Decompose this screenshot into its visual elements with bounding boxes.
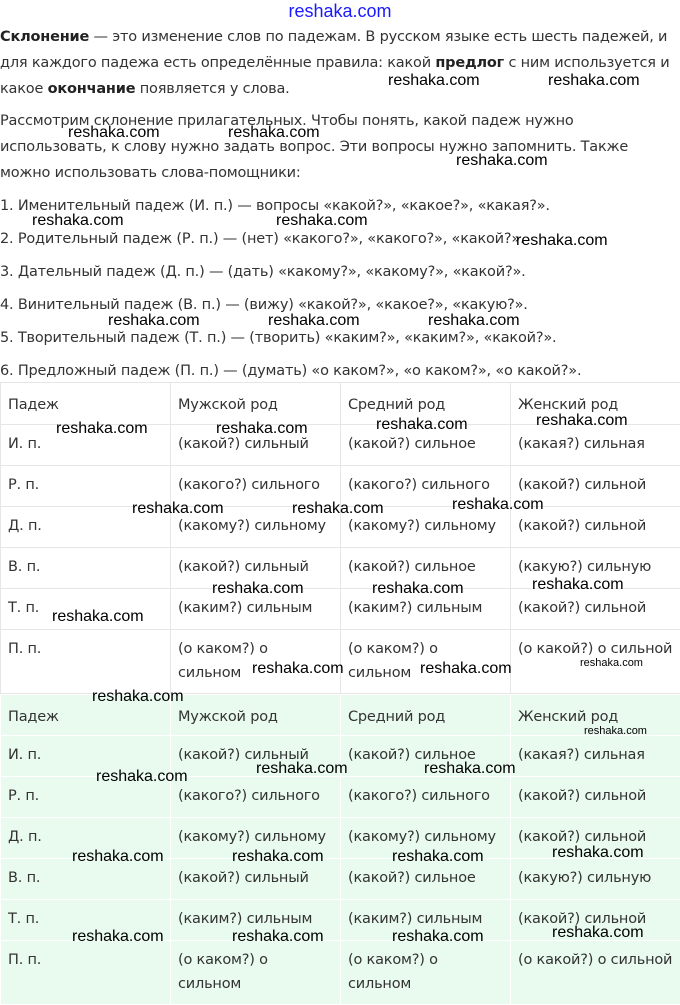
watermark: reshaka.com xyxy=(268,312,360,330)
intro-paragraph xyxy=(0,24,678,102)
watermark: reshaka.com xyxy=(72,848,164,866)
table-cell: (какого?) сильного xyxy=(341,777,511,818)
watermark: reshaka.com xyxy=(532,576,624,594)
watermark: reshaka.com xyxy=(424,760,516,778)
table-cell: (каким?) сильным xyxy=(341,589,511,630)
table-row xyxy=(1,941,680,1005)
table-cell: (какую?) сильную xyxy=(511,548,680,589)
watermark: reshaka.com xyxy=(108,312,200,330)
explanation-paragraph: Рассмотрим склонение прилагательных. Чтобы понять, какой падеж нужно использовать, к слову нужно задать вопрос. Эти вопросы нужно запомнить. Также можно использовать слова-помощники: xyxy=(0,108,678,186)
watermark: reshaka.com xyxy=(212,580,304,598)
watermark: reshaka.com xyxy=(32,212,124,230)
watermark: reshaka.com xyxy=(52,608,144,626)
watermark: reshaka.com xyxy=(516,232,608,250)
table-cell: (о каком?) о сильном xyxy=(171,630,341,694)
table-cell: (какому?) сильному xyxy=(341,507,511,548)
watermark: reshaka.com xyxy=(228,124,320,142)
table-cell: (каким?) сильным xyxy=(171,900,341,941)
intro-text-a: — это изменение слов по падежам. В русском языке есть шесть падежей, и для каждого падежа есть определённые правила: какой xyxy=(0,29,667,71)
site-header[interactable]: reshaka.com xyxy=(0,0,680,22)
table-cell: (какого?) сильного xyxy=(171,777,341,818)
table-cell: (о какой?) о сильной xyxy=(511,941,680,1005)
table-cell: (какой?) сильное xyxy=(341,548,511,589)
case-cell: Т. п. xyxy=(1,900,171,941)
watermark: reshaka.com xyxy=(552,844,644,862)
watermark: reshaka.com xyxy=(232,848,324,866)
keyword-preposition: предлог xyxy=(435,55,504,71)
table-cell: (какой?) сильное xyxy=(341,736,511,777)
table-cell: (о каком?) о сильном xyxy=(171,941,341,1005)
watermark: reshaka.com xyxy=(428,312,520,330)
case-list-item: 6. Предложный падеж (П. п.) — (думать) «о каком?», «о каком?», «о какой?». xyxy=(0,360,678,382)
table-cell: (каким?) сильным xyxy=(171,589,341,630)
table-cell: (какой?) сильное xyxy=(341,425,511,466)
case-cell: В. п. xyxy=(1,548,171,589)
table-cell: (какой?) сильной xyxy=(511,507,680,548)
table-cell: (какой?) сильной xyxy=(511,589,680,630)
watermark: reshaka.com xyxy=(584,725,647,737)
table-cell: (о какой?) о сильной xyxy=(511,630,680,694)
watermark: reshaka.com xyxy=(276,212,368,230)
watermark: reshaka.com xyxy=(252,660,344,678)
table-cell: (какой?) сильный xyxy=(171,548,341,589)
table-cell: (какому?) сильному xyxy=(171,818,341,859)
term-bold: Склонение xyxy=(0,29,89,45)
table-cell: (о каком?) о сильном xyxy=(341,941,511,1005)
table-cell: (какая?) сильная xyxy=(511,425,680,466)
watermark: reshaka.com xyxy=(388,72,480,90)
watermark: reshaka.com xyxy=(456,152,548,170)
table-cell: (какой?) сильный xyxy=(171,425,341,466)
watermark: reshaka.com xyxy=(232,928,324,946)
watermark: reshaka.com xyxy=(132,500,224,518)
table-cell: (какой?) сильной xyxy=(511,777,680,818)
table-cell: (какая?) сильная xyxy=(511,736,680,777)
watermark: reshaka.com xyxy=(376,416,468,434)
watermark: reshaka.com xyxy=(452,496,544,514)
case-list-item: 1. Именительный падеж (И. п.) — вопросы «какой?», «какое?», «какая?». xyxy=(0,195,678,217)
intro-text-c: появляется у слова. xyxy=(135,81,289,97)
case-cell: И. п. xyxy=(1,425,171,466)
watermark: reshaka.com xyxy=(292,500,384,518)
case-cell: Т. п. xyxy=(1,589,171,630)
table-cell: (какой?) сильный xyxy=(171,736,341,777)
table-cell: (какой?) сильной xyxy=(511,466,680,507)
case-list-item: 5. Творительный падеж (Т. п.) — (творить) «каким?», «каким?», «какой?». xyxy=(0,327,678,349)
case-list-item: 2. Родительный падеж (Р. п.) — (нет) «какого?», «какого?», «какой?». xyxy=(0,228,678,250)
column-header: Падеж xyxy=(1,695,171,736)
column-header: Женский род xyxy=(511,383,680,425)
column-header: Падеж xyxy=(1,383,171,425)
watermark: reshaka.com xyxy=(256,760,348,778)
table-cell: (каким?) сильным xyxy=(341,900,511,941)
case-cell: Д. п. xyxy=(1,818,171,859)
case-cell: Р. п. xyxy=(1,777,171,818)
watermark: reshaka.com xyxy=(372,580,464,598)
table-cell: (какой?) сильной xyxy=(511,900,680,941)
column-header: Женский род xyxy=(511,695,680,736)
column-header: Средний род xyxy=(341,383,511,425)
case-cell: В. п. xyxy=(1,859,171,900)
case-list-item: 3. Дательный падеж (Д. п.) — (дать) «какому?», «какому?», «какой?». xyxy=(0,261,678,283)
watermark: reshaka.com xyxy=(56,420,148,438)
table-cell: (какой?) сильной xyxy=(511,818,680,859)
table-cell: (какой?) сильный xyxy=(171,859,341,900)
column-header: Мужской род xyxy=(171,695,341,736)
column-header: Средний род xyxy=(341,695,511,736)
table-cell: (какого?) сильного xyxy=(341,466,511,507)
table-cell: (какой?) сильное xyxy=(341,859,511,900)
watermark: reshaka.com xyxy=(216,420,308,438)
case-cell: И. п. xyxy=(1,736,171,777)
watermark: reshaka.com xyxy=(72,928,164,946)
column-header: Мужской род xyxy=(171,383,341,425)
table-cell: (какого?) сильного xyxy=(171,466,341,507)
watermark: reshaka.com xyxy=(392,928,484,946)
case-cell: Р. п. xyxy=(1,466,171,507)
watermark: reshaka.com xyxy=(68,124,160,142)
watermark: reshaka.com xyxy=(92,688,184,706)
case-cell: П. п. xyxy=(1,941,171,1005)
table-cell: (какому?) сильному xyxy=(171,507,341,548)
watermark: reshaka.com xyxy=(552,924,644,942)
case-list-item: 4. Винительный падеж (В. п.) — (вижу) «какой?», «какое?», «какую?». xyxy=(0,294,678,316)
watermark: reshaka.com xyxy=(536,412,628,430)
watermark: reshaka.com xyxy=(96,768,188,786)
table-cell: (какую?) сильную xyxy=(511,859,680,900)
watermark: reshaka.com xyxy=(548,72,640,90)
table-cell: (о каком?) о сильном xyxy=(341,630,511,694)
watermark: reshaka.com xyxy=(392,848,484,866)
table-cell: (какому?) сильному xyxy=(341,818,511,859)
case-cell: П. п. xyxy=(1,630,171,694)
keyword-ending: окончание xyxy=(48,81,136,97)
watermark: reshaka.com xyxy=(420,660,512,678)
intro-text-b: с ним используется и какое xyxy=(0,55,669,97)
case-cell: Д. п. xyxy=(1,507,171,548)
watermark: reshaka.com xyxy=(580,657,643,669)
